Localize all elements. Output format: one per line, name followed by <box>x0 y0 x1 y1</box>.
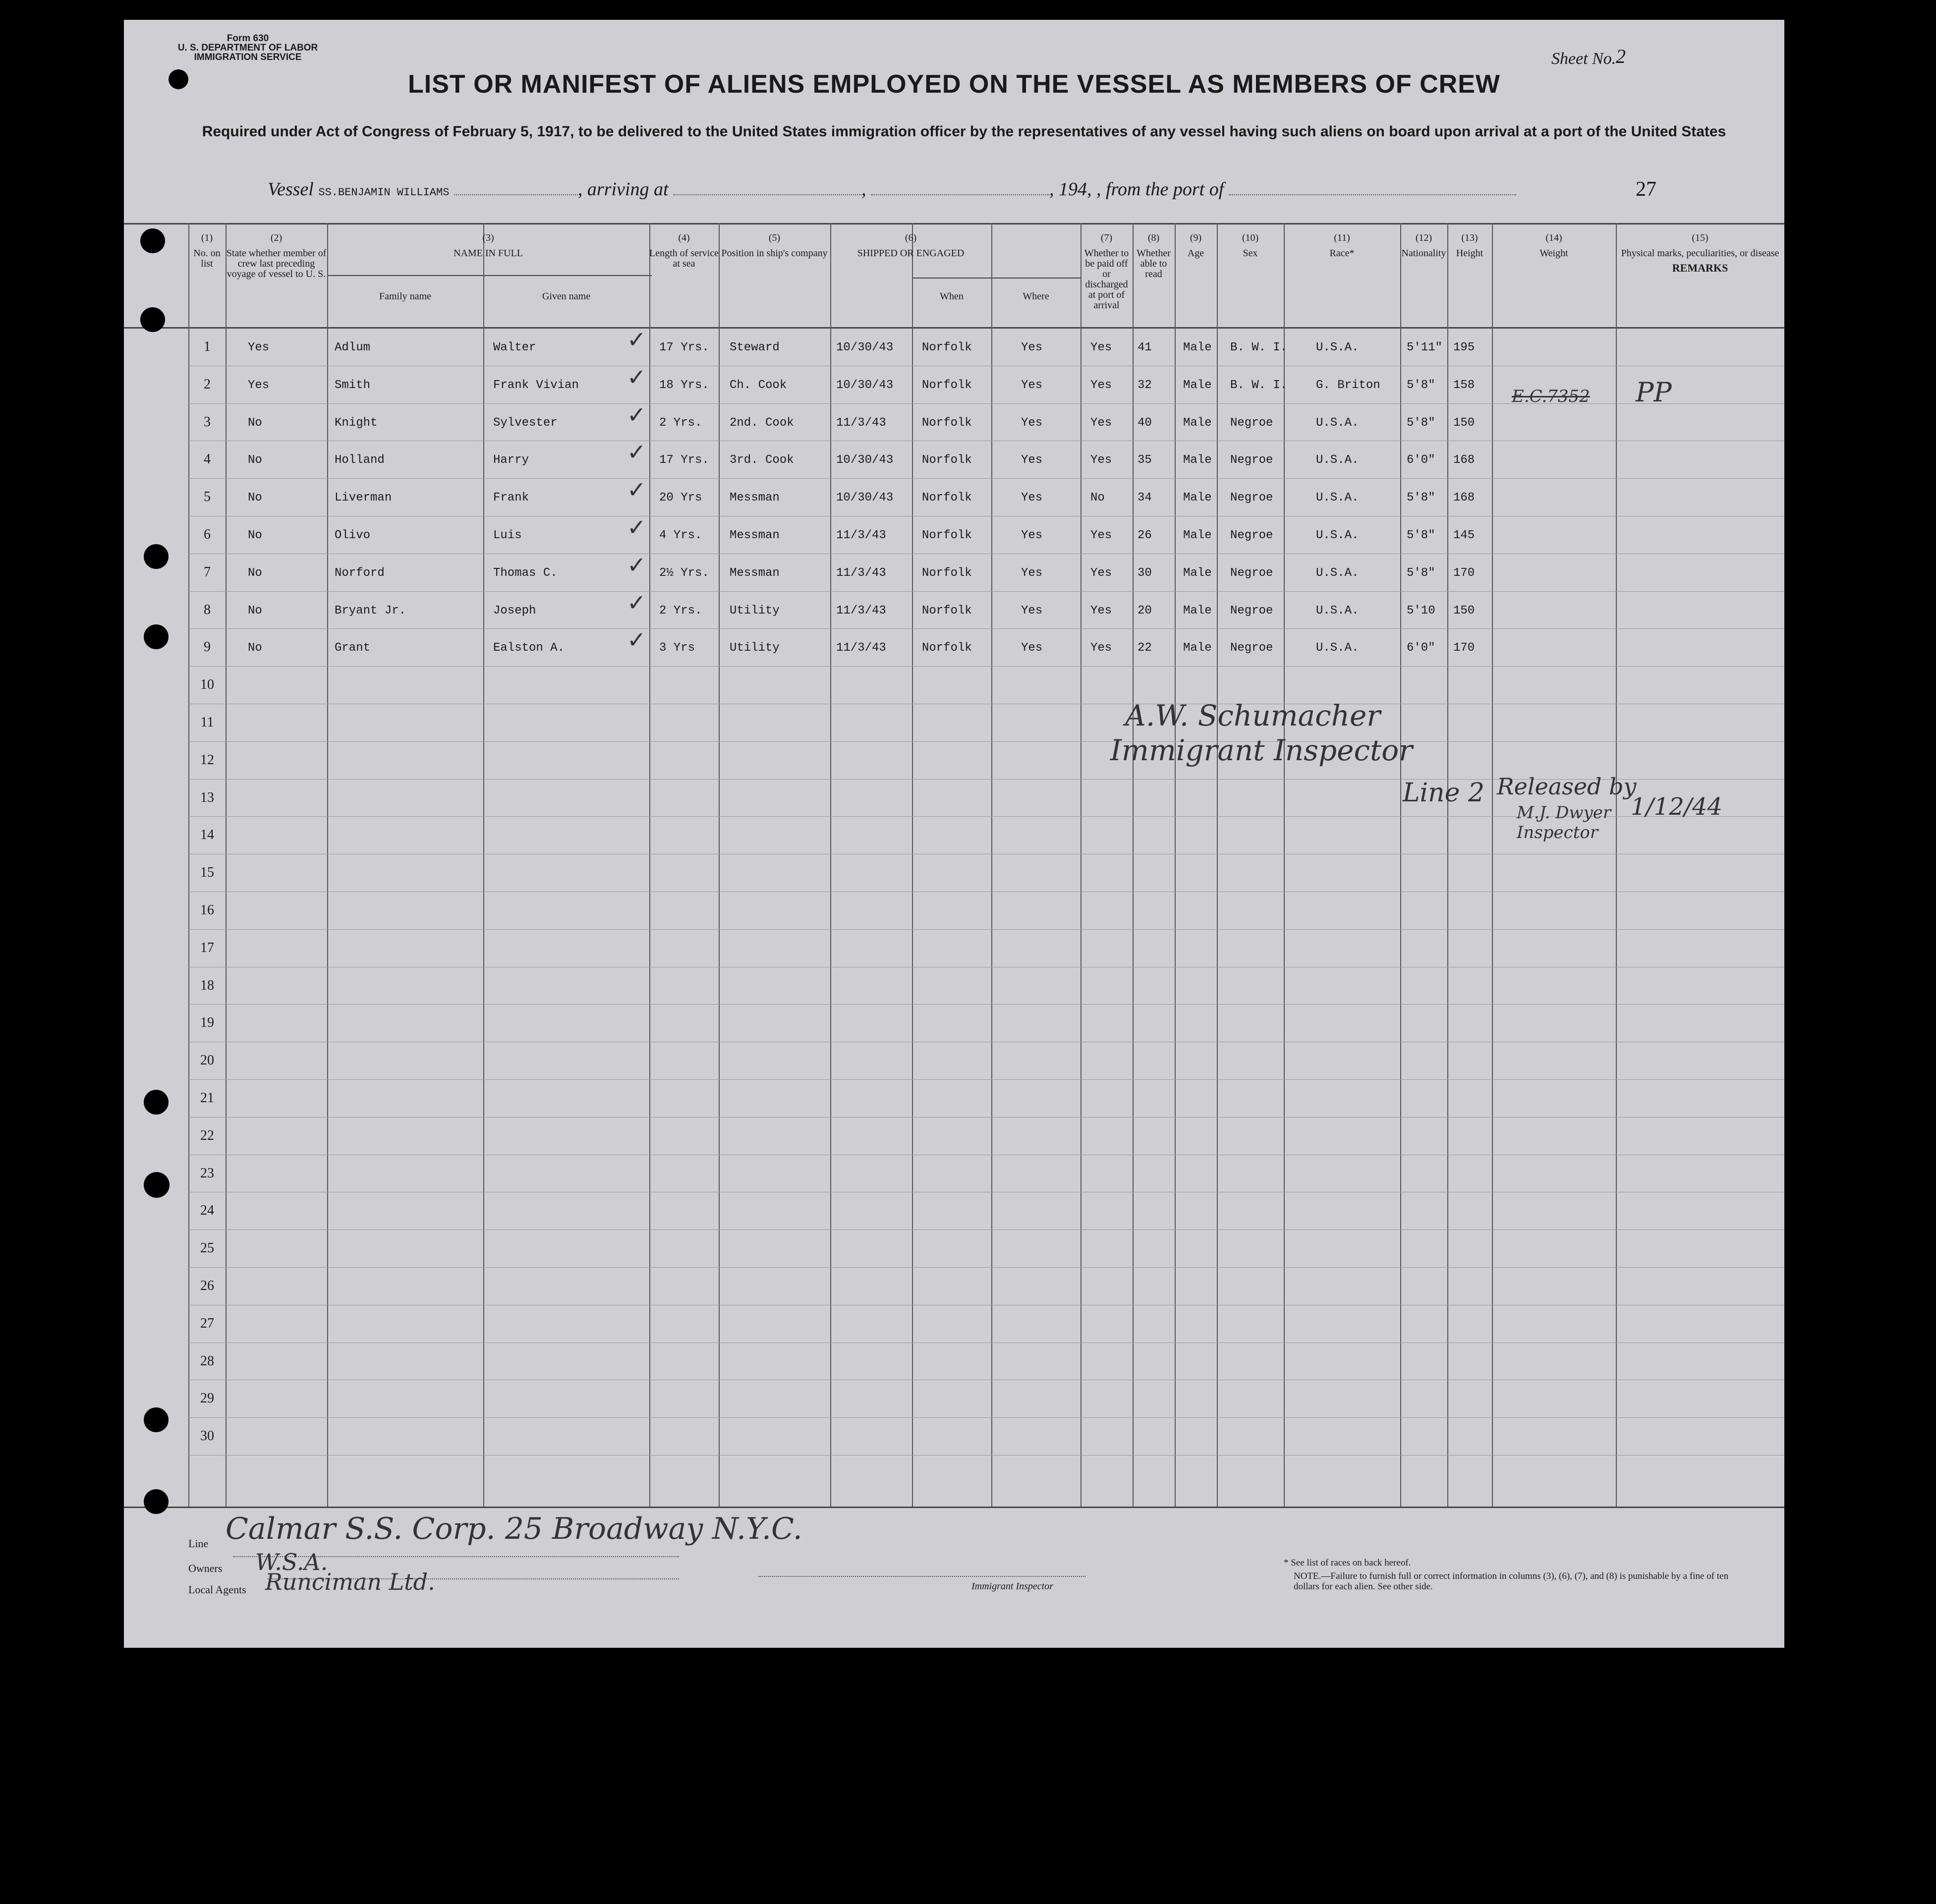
nationality: U.S.A. <box>1316 453 1359 467</box>
binder-hole <box>144 1172 170 1198</box>
row-rule <box>188 1004 1784 1005</box>
row-rule <box>188 1455 1784 1456</box>
shipped-subheader-rule <box>912 278 1081 279</box>
able-to-read: No <box>1090 491 1105 505</box>
service-length: 2 Yrs. <box>659 416 702 430</box>
row-number: 23 <box>200 1165 214 1181</box>
paid-off: Yes <box>1021 491 1043 505</box>
able-to-read: Yes <box>1090 604 1112 617</box>
column-divider <box>1081 223 1082 1507</box>
weight: 195 <box>1453 341 1475 354</box>
row-rule <box>188 929 1784 930</box>
sex: Male <box>1183 416 1212 430</box>
member-last-voyage: No <box>248 641 262 655</box>
member-last-voyage: Yes <box>248 378 270 392</box>
height: 5'8" <box>1407 416 1435 430</box>
weight: 170 <box>1453 641 1475 655</box>
sex: Male <box>1183 604 1212 617</box>
race: Negroe <box>1230 416 1273 430</box>
able-to-read: Yes <box>1090 529 1112 542</box>
shipped-where: Norfolk <box>922 341 972 354</box>
position: 2nd. Cook <box>730 416 794 430</box>
races-note: * See list of races on back hereof. <box>1284 1558 1411 1568</box>
service-length: 17 Yrs. <box>659 341 709 354</box>
column-divider <box>1133 223 1134 1507</box>
binder-hole <box>144 1090 169 1115</box>
row-number: 15 <box>200 865 214 881</box>
age: 40 <box>1138 416 1152 430</box>
column-subheader: Where <box>1023 291 1049 302</box>
release-line-ref: Line 2 <box>1403 778 1485 808</box>
row-rule <box>188 591 1784 592</box>
release-text: Released by <box>1497 773 1637 800</box>
service-check-mark: ✓ <box>627 439 646 466</box>
line-label: Line <box>188 1537 209 1550</box>
service-length: 17 Yrs. <box>659 453 709 467</box>
shipped-where: Norfolk <box>922 604 972 617</box>
column-divider <box>1175 223 1176 1507</box>
row-number: 25 <box>200 1240 214 1256</box>
paid-off: Yes <box>1021 604 1043 617</box>
height: 5'8" <box>1407 566 1435 580</box>
row-number: 22 <box>200 1127 214 1143</box>
row-number: 16 <box>200 902 214 918</box>
position: Utility <box>730 604 780 617</box>
shipped-where: Norfolk <box>922 453 972 467</box>
family-name: Grant <box>335 641 371 655</box>
service-length: 18 Yrs. <box>659 378 709 392</box>
sex: Male <box>1183 378 1212 392</box>
service-check-mark: ✓ <box>627 514 646 541</box>
member-last-voyage: No <box>248 604 262 617</box>
given-name: Sylvester <box>493 416 558 430</box>
able-to-read: Yes <box>1090 378 1112 392</box>
row-number: 27 <box>200 1315 214 1331</box>
sheet-number: 2 <box>1616 45 1626 67</box>
position: Utility <box>730 641 780 655</box>
column-header: (9) Age <box>1187 232 1204 259</box>
shipped-when: 11/3/43 <box>836 566 886 580</box>
race: Negroe <box>1230 529 1273 542</box>
row-rule <box>188 1267 1784 1268</box>
race: B. W. I. <box>1230 341 1288 354</box>
form-header-block <box>171 34 325 62</box>
family-name: Holland <box>335 453 385 467</box>
row-number: 28 <box>200 1353 214 1369</box>
nationality: U.S.A. <box>1316 341 1359 354</box>
age: 20 <box>1138 604 1152 617</box>
weight: 168 <box>1453 491 1475 505</box>
column-header: (7) Whether to be paid off or discharged at port of arrival <box>1084 232 1129 311</box>
from-port-label: , from the port of <box>1096 179 1224 200</box>
sex: Male <box>1183 641 1212 655</box>
nationality: U.S.A. <box>1316 416 1359 430</box>
arriving-label: , arriving at <box>577 179 669 200</box>
nationality: U.S.A. <box>1316 604 1359 617</box>
service-length: 4 Yrs. <box>659 529 702 542</box>
column-divider <box>483 223 484 1507</box>
row-number: 10 <box>200 677 214 693</box>
race: Negroe <box>1230 604 1273 617</box>
column-header: (1) No. on list <box>193 232 221 269</box>
column-divider <box>830 223 831 1507</box>
nationality: U.S.A. <box>1316 566 1359 580</box>
binder-hole <box>144 624 169 649</box>
column-header: (2) State whether member of crew last preceding voyage of vessel to U. S. <box>226 232 327 280</box>
given-name: Frank Vivian <box>493 378 579 392</box>
column-subheader: Given name <box>542 291 591 302</box>
row-number: 2 <box>204 376 211 392</box>
header-bottom-rule <box>124 327 1784 329</box>
able-to-read: Yes <box>1090 416 1112 430</box>
paid-off: Yes <box>1021 341 1043 354</box>
column-divider <box>1616 223 1617 1507</box>
position: Ch. Cook <box>730 378 787 392</box>
position: Messman <box>730 529 780 542</box>
service-check-mark: ✓ <box>627 363 646 391</box>
able-to-read: Yes <box>1090 641 1112 655</box>
row2-remark: PP <box>1636 377 1672 408</box>
agents-value: Runciman Ltd. <box>265 1568 435 1595</box>
year-label: , 194 <box>1049 179 1087 200</box>
column-header: (8) Whether able to read <box>1137 232 1171 280</box>
weight: 150 <box>1453 416 1475 430</box>
shipped-where: Norfolk <box>922 491 972 505</box>
sheet-label: Sheet No. <box>1551 50 1616 68</box>
race: Negroe <box>1230 641 1273 655</box>
height: 6'0" <box>1407 641 1435 655</box>
column-divider <box>1284 223 1285 1507</box>
age: 30 <box>1138 566 1152 580</box>
weight: 150 <box>1453 604 1475 617</box>
position: Steward <box>730 341 780 354</box>
race: Negroe <box>1230 491 1273 505</box>
right-page-number: 27 <box>1636 178 1656 201</box>
row-number: 24 <box>200 1203 214 1219</box>
owners-value: W.S.A. <box>255 1549 328 1575</box>
binder-hole <box>140 228 165 253</box>
shipped-where: Norfolk <box>922 641 972 655</box>
row-number: 30 <box>200 1428 214 1444</box>
row-number: 9 <box>204 639 211 655</box>
row2-physical-marks: E.C.7352 <box>1512 387 1590 406</box>
row-number: 6 <box>204 527 211 542</box>
release-date: 1/12/44 <box>1631 793 1723 821</box>
row-rule <box>188 1079 1784 1080</box>
column-header: (12) Nationality <box>1401 232 1446 259</box>
shipped-when: 11/3/43 <box>836 641 886 655</box>
row-number: 17 <box>200 940 214 955</box>
weight: 158 <box>1453 378 1475 392</box>
column-subheader: Family name <box>379 291 431 302</box>
release-by: M.J. Dwyer <box>1517 803 1611 823</box>
service-check-mark: ✓ <box>627 476 646 504</box>
inspector-signature-title: Immigrant Inspector <box>1110 733 1413 767</box>
column-divider <box>912 223 913 1507</box>
paid-off: Yes <box>1021 416 1043 430</box>
form-number: Form 630 <box>227 33 269 44</box>
column-header: (3) NAME IN FULL <box>454 232 523 259</box>
column-divider <box>991 223 992 1507</box>
shipped-where: Norfolk <box>922 416 972 430</box>
able-to-read: Yes <box>1090 341 1112 354</box>
remarks-header: REMARKS <box>1672 262 1728 274</box>
column-header: (13) Height <box>1456 232 1483 259</box>
shipped-when: 10/30/43 <box>836 491 894 505</box>
shipped-where: Norfolk <box>922 529 972 542</box>
race: Negroe <box>1230 566 1273 580</box>
row-number: 13 <box>200 789 214 805</box>
manifest-document <box>124 20 1784 1648</box>
footer-note: NOTE.—Failure to furnish full or correct information in columns (3), (6), (7), and (8) is punishable by a fine of ten dollars for each alien. See other side. <box>1294 1571 1728 1592</box>
age: 41 <box>1138 341 1152 354</box>
weight: 170 <box>1453 566 1475 580</box>
able-to-read: Yes <box>1090 566 1112 580</box>
row-number: 29 <box>200 1391 214 1406</box>
nationality: U.S.A. <box>1316 491 1359 505</box>
shipped-when: 11/3/43 <box>836 416 886 430</box>
owners-label: Owners <box>188 1562 223 1574</box>
shipped-where: Norfolk <box>922 566 972 580</box>
shipped-when: 10/30/43 <box>836 341 894 354</box>
shipped-when: 11/3/43 <box>836 529 886 542</box>
age: 34 <box>1138 491 1152 505</box>
paid-off: Yes <box>1021 566 1043 580</box>
vessel-name: SS.BENJAMIN WILLIAMS <box>318 186 450 199</box>
shipped-when: 10/30/43 <box>836 378 894 392</box>
column-header: (11) Race* <box>1329 232 1355 259</box>
member-last-voyage: No <box>248 566 262 580</box>
row-rule <box>188 1417 1784 1418</box>
sex: Male <box>1183 491 1212 505</box>
height: 5'8" <box>1407 529 1435 542</box>
row-number: 21 <box>200 1090 214 1106</box>
member-last-voyage: No <box>248 491 262 505</box>
name-subheader-rule <box>327 275 652 276</box>
service-length: 2½ Yrs. <box>659 566 709 580</box>
service-check-mark: ✓ <box>627 551 646 578</box>
sex: Male <box>1183 453 1212 467</box>
column-divider <box>649 223 650 1507</box>
row-number: 8 <box>204 602 211 617</box>
nationality: U.S.A. <box>1316 641 1359 655</box>
inspector-label: Immigrant Inspector <box>971 1581 1053 1592</box>
given-name: Luis <box>493 529 522 542</box>
row-number: 14 <box>200 827 214 843</box>
column-header: (6) SHIPPED OR ENGAGED <box>857 232 965 259</box>
column-divider <box>1492 223 1493 1507</box>
agents-label: Local Agents <box>188 1583 246 1596</box>
family-name: Smith <box>335 378 371 392</box>
row-number: 5 <box>204 489 211 505</box>
sex: Male <box>1183 529 1212 542</box>
row-number: 20 <box>200 1053 214 1068</box>
given-name: Harry <box>493 453 529 467</box>
document-subtitle: Required under Act of Congress of February 5, 1917, to be delivered to the United States immigration officer by the representatives of any vessel having such aliens on board upon arrival at a port of the United States <box>202 123 1726 140</box>
nationality: G. Briton <box>1316 378 1380 392</box>
height: 5'11" <box>1407 341 1443 354</box>
age: 26 <box>1138 529 1152 542</box>
column-header: (10) Sex <box>1242 232 1259 259</box>
table-bottom-rule <box>124 1507 1784 1508</box>
weight: 168 <box>1453 453 1475 467</box>
row-rule <box>188 1117 1784 1118</box>
shipped-when: 11/3/43 <box>836 604 886 617</box>
race: Negroe <box>1230 453 1273 467</box>
column-header: (15) Physical marks, peculiarities, or disease <box>1621 232 1779 259</box>
nationality: U.S.A. <box>1316 529 1359 542</box>
height: 5'8" <box>1407 378 1435 392</box>
paid-off: Yes <box>1021 378 1043 392</box>
row-rule <box>188 628 1784 629</box>
service-check-mark: ✓ <box>627 589 646 616</box>
shipped-where: Norfolk <box>922 378 972 392</box>
member-last-voyage: No <box>248 453 262 467</box>
vessel-label: Vessel <box>268 179 314 200</box>
age: 35 <box>1138 453 1152 467</box>
age: 32 <box>1138 378 1152 392</box>
family-name: Adlum <box>335 341 371 354</box>
position: Messman <box>730 566 780 580</box>
table-top-rule <box>124 223 1784 224</box>
paid-off: Yes <box>1021 529 1043 542</box>
column-divider <box>1400 223 1401 1507</box>
column-header: (4) Length of service at sea <box>649 232 719 269</box>
service-check-mark: ✓ <box>627 401 646 428</box>
given-name: Frank <box>493 491 529 505</box>
column-divider <box>327 223 328 1507</box>
row-number: 12 <box>200 752 214 768</box>
inspector-signature: A.W. Schumacher <box>1125 699 1381 732</box>
position: 3rd. Cook <box>730 453 794 467</box>
row-number: 18 <box>200 977 214 993</box>
race: B. W. I. <box>1230 378 1288 392</box>
column-divider <box>719 223 720 1507</box>
binder-hole <box>169 69 188 89</box>
service-name: IMMIGRATION SERVICE <box>194 52 302 62</box>
sex: Male <box>1183 341 1212 354</box>
family-name: Norford <box>335 566 385 580</box>
row-number: 26 <box>200 1278 214 1293</box>
binder-hole <box>140 307 165 332</box>
service-length: 2 Yrs. <box>659 604 702 617</box>
age: 22 <box>1138 641 1152 655</box>
member-last-voyage: No <box>248 416 262 430</box>
row-number: 11 <box>200 715 214 730</box>
row-number: 19 <box>200 1015 214 1031</box>
column-divider <box>1447 223 1448 1507</box>
line-value: Calmar S.S. Corp. 25 Broadway N.Y.C. <box>226 1512 802 1546</box>
row-rule <box>188 478 1784 479</box>
service-length: 3 Yrs <box>659 641 695 655</box>
able-to-read: Yes <box>1090 453 1112 467</box>
family-name: Knight <box>335 416 378 430</box>
row-number: 4 <box>204 451 211 467</box>
family-name: Olivo <box>335 529 371 542</box>
column-header: (14) Weight <box>1539 232 1568 259</box>
sex: Male <box>1183 566 1212 580</box>
shipped-when: 10/30/43 <box>836 453 894 467</box>
paid-off: Yes <box>1021 453 1043 467</box>
member-last-voyage: Yes <box>248 341 270 354</box>
given-name: Joseph <box>493 604 536 617</box>
paid-off: Yes <box>1021 641 1043 655</box>
binder-hole <box>144 1407 169 1432</box>
row-rule <box>188 741 1784 742</box>
service-length: 20 Yrs <box>659 491 702 505</box>
given-name: Thomas C. <box>493 566 558 580</box>
height: 5'10 <box>1407 604 1435 617</box>
department-name: U. S. DEPARTMENT OF LABOR <box>177 43 318 53</box>
row-number: 1 <box>204 339 211 354</box>
service-check-mark: ✓ <box>627 326 646 353</box>
row-number: 7 <box>204 564 211 580</box>
given-name: Ealston A. <box>493 641 565 655</box>
given-name: Walter <box>493 341 536 354</box>
weight: 145 <box>1453 529 1475 542</box>
family-name: Liverman <box>335 491 392 505</box>
row-number: 3 <box>204 414 211 430</box>
family-name: Bryant Jr. <box>335 604 406 617</box>
vessel-line: Vessel SS.BENJAMIN WILLIAMS , arriving at , , 194, , from the port of <box>268 178 1516 200</box>
column-subheader: When <box>940 291 964 302</box>
column-header: (5) Position in ship's company <box>721 232 828 259</box>
height: 5'8" <box>1407 491 1435 505</box>
binder-hole <box>144 1489 169 1514</box>
row-rule <box>188 666 1784 667</box>
height: 6'0" <box>1407 453 1435 467</box>
service-check-mark: ✓ <box>627 626 646 654</box>
position: Messman <box>730 491 780 505</box>
release-title: Inspector <box>1517 823 1598 842</box>
document-title: LIST OR MANIFEST OF ALIENS EMPLOYED ON THE VESSEL AS MEMBERS OF CREW <box>408 70 1500 99</box>
binder-hole <box>144 544 169 569</box>
member-last-voyage: No <box>248 529 262 542</box>
column-divider <box>1217 223 1218 1507</box>
